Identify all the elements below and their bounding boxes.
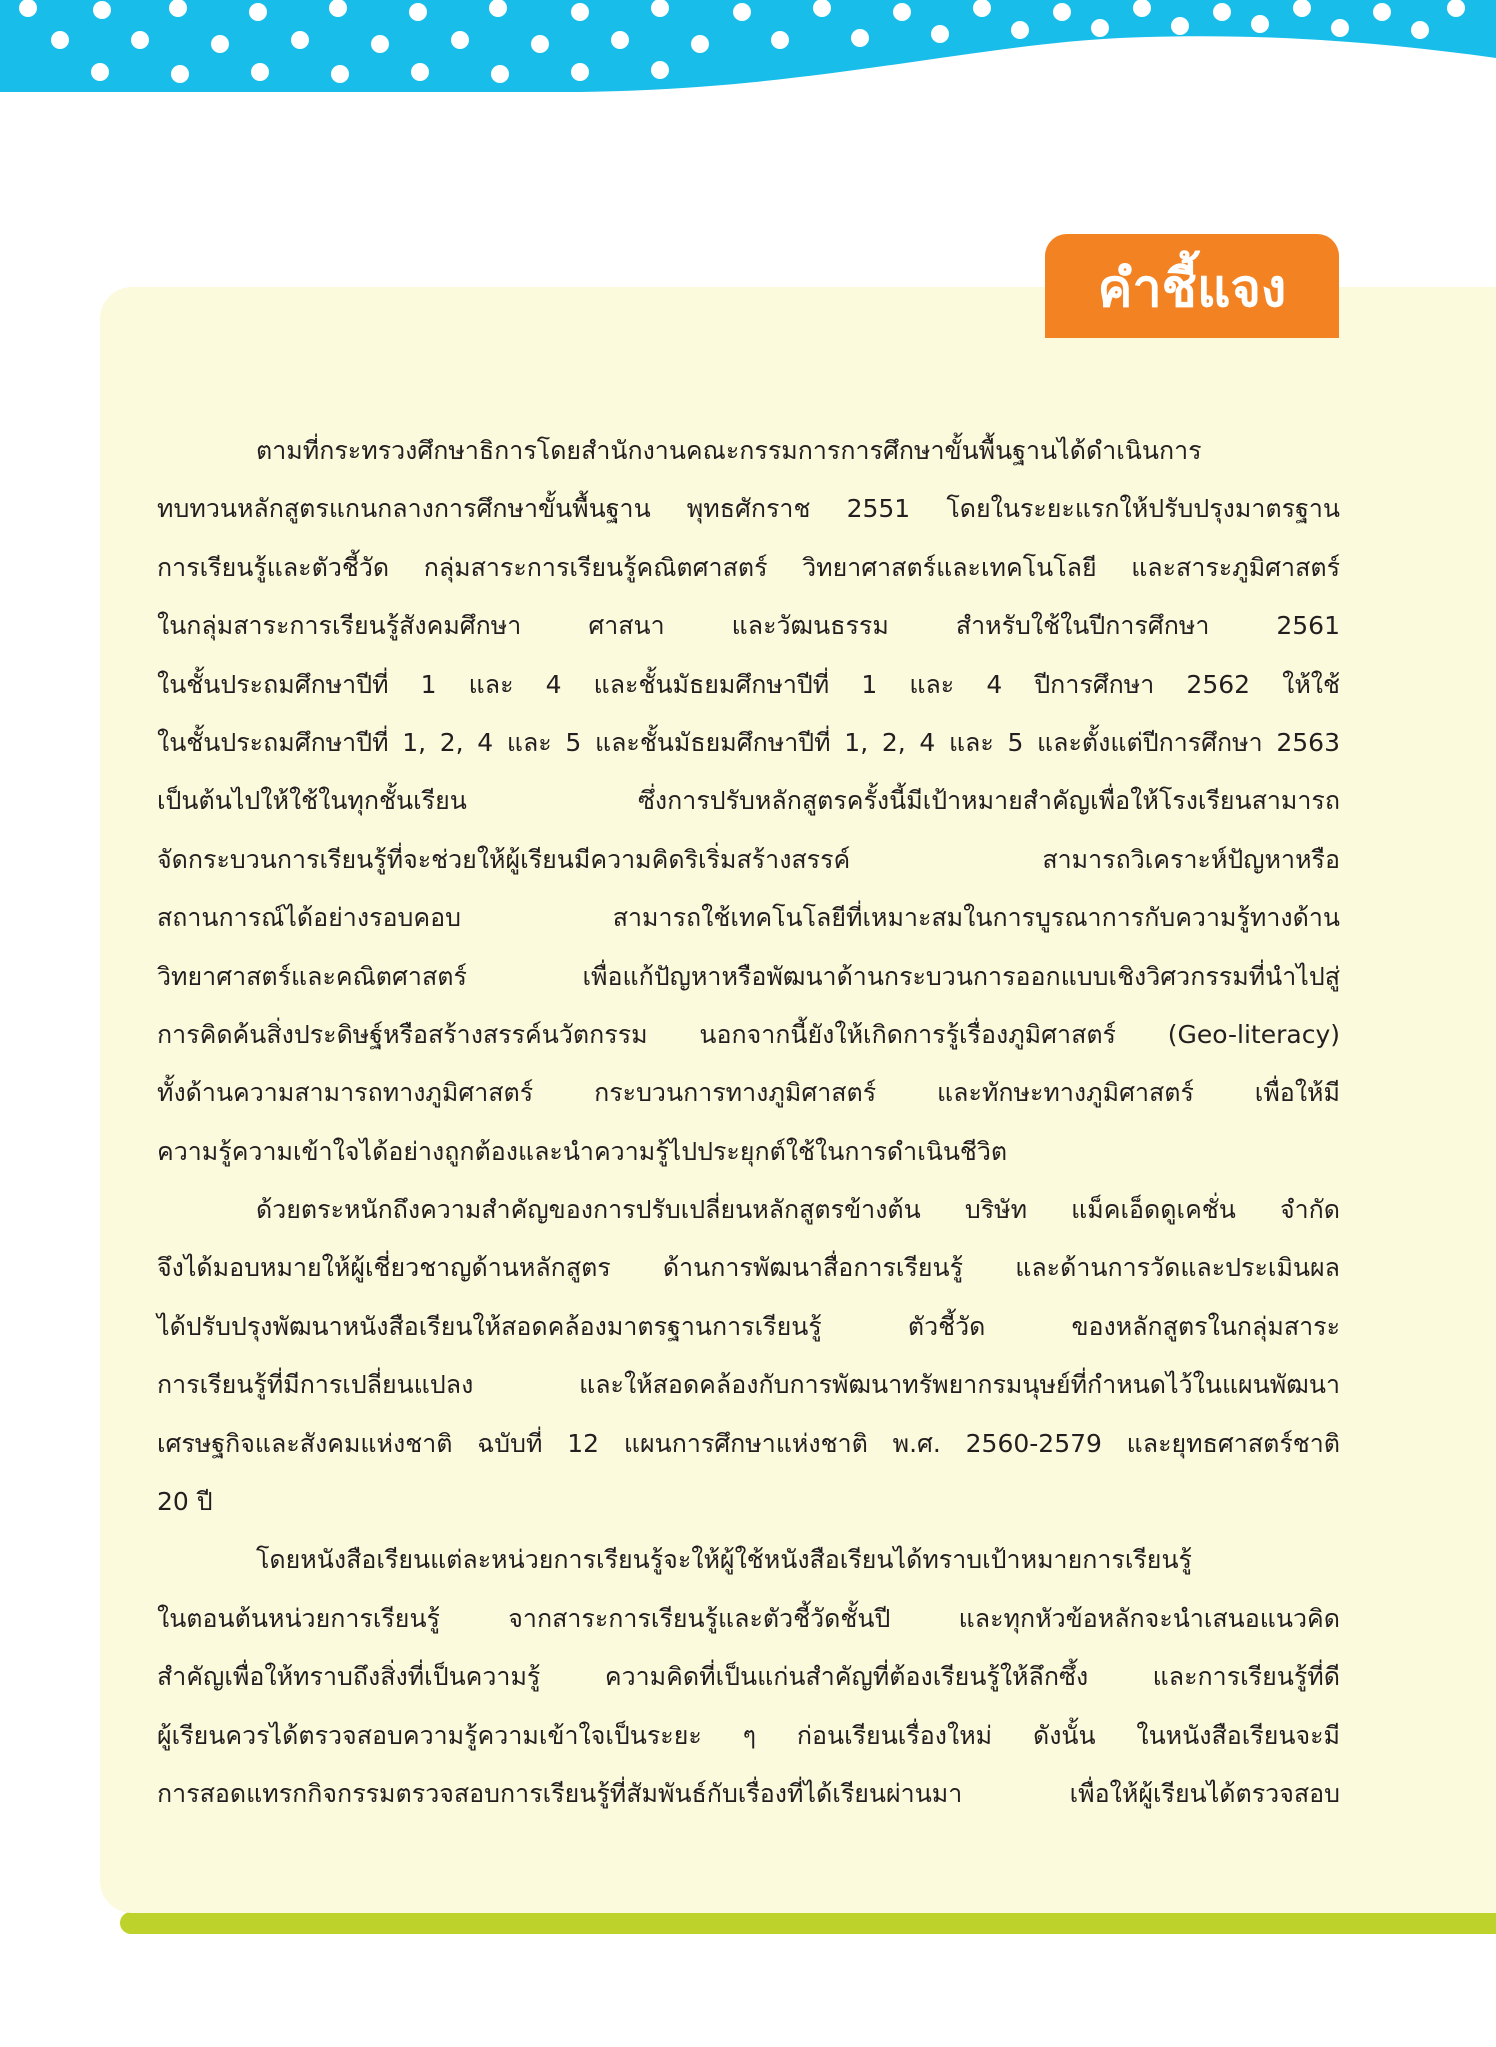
text-line: วิทยาศาสตร์และคณิตศาสตร์ เพื่อแก้ปัญหาหรือพัฒนาด้านกระบวนการออกแบบเชิงวิศวกรรมที่นำไปสู่ — [157, 961, 1340, 991]
text-line: เป็นต้นไปให้ใช้ในทุกชั้นเรียน ซึ่งการปรับหลักสูตรครั้งนี้มีเป้าหมายสำคัญเพื่อให้โรงเรียนสามารถ — [157, 786, 1340, 816]
text-line: ในตอนต้นหน่วยการเรียนรู้ จากสาระการเรียนรู้และตัวชี้วัดชั้นปี และทุกหัวข้อหลักจะนำเสนอแนวคิด — [157, 1603, 1340, 1633]
header-tab — [1045, 234, 1339, 338]
text-line: ตามที่กระทรวงศึกษาธิการโดยสำนักงานคณะกรรมการการศึกษาขั้นพื้นฐานได้ดำเนินการ — [256, 436, 1202, 465]
text-line: ในชั้นประถมศึกษาปีที่ 1, 2, 4 และ 5 และชั้นมัธยมศึกษาปีที่ 1, 2, 4 และ 5 และตั้งแต่ปีการศึกษา 2563 — [157, 727, 1340, 757]
text-line: ทบทวนหลักสูตรแกนกลางการศึกษาขั้นพื้นฐาน พุทธศักราช 2551 โดยในระยะแรกให้ปรับปรุงมาตรฐาน — [157, 494, 1340, 524]
text-line: จึงได้มอบหมายให้ผู้เชี่ยวชาญด้านหลักสูตร ด้านการพัฒนาสื่อการเรียนรู้ และด้านการวัดและประเมินผล — [157, 1253, 1340, 1283]
text-line: โดยหนังสือเรียนแต่ละหน่วยการเรียนรู้จะให้ผู้ใช้หนังสือเรียนได้ทราบเป้าหมายการเรียนรู้ — [256, 1545, 1192, 1575]
banner-graphic — [0, 0, 1496, 100]
text-line: ในกลุ่มสาระการเรียนรู้สังคมศึกษา ศาสนา และวัฒนธรรม สำหรับใช้ในปีการศึกษา 2561 — [157, 611, 1340, 641]
text-line: การสอดแทรกกิจกรรมตรวจสอบการเรียนรู้ที่สัมพันธ์กับเรื่องที่ได้เรียนผ่านมา เพื่อให้ผู้เรียนได้ตรวจสอบ — [157, 1778, 1340, 1808]
paragraph-2 — [157, 1181, 1340, 1531]
text-line: เศรษฐกิจและสังคมแห่งชาติ ฉบับที่ 12 แผนการศึกษาแห่งชาติ พ.ศ. 2560-2579 และยุทธศาสตร์ชาติ — [157, 1428, 1340, 1458]
body-text — [157, 422, 1340, 1823]
text-line: ด้วยตระหนักถึงความสำคัญของการปรับเปลี่ยนหลักสูตรข้างต้น บริษัท แม็คเอ็ดดูเคชั่น จำกัด — [256, 1195, 1340, 1225]
text-line: ความรู้ความเข้าใจได้อย่างถูกต้องและนำความรู้ไปประยุกต์ใช้ในการดำเนินชีวิต — [157, 1136, 1008, 1166]
bottom-accent-strip — [120, 1912, 1496, 1934]
text-line: สถานการณ์ได้อย่างรอบคอบ สามารถใช้เทคโนโลยีที่เหมาะสมในการบูรณาการกับความรู้ทางด้าน — [157, 903, 1340, 933]
page-title: คำชี้แจง — [1097, 259, 1287, 319]
text-line: การเรียนรู้และตัวชี้วัด กลุ่มสาระการเรียนรู้คณิตศาสตร์ วิทยาศาสตร์และเทคโนโลยี และสาระภูมิศาสตร์ — [157, 552, 1340, 582]
text-line: การเรียนรู้ที่มีการเปลี่ยนแปลง และให้สอดคล้องกับการพัฒนาทรัพยากรมนุษย์ที่กำหนดไว้ในแผนพัฒนา — [157, 1370, 1340, 1400]
text-line: การคิดค้นสิ่งประดิษฐ์หรือสร้างสรรค์นวัตกรรม นอกจากนี้ยังให้เกิดการรู้เรื่องภูมิศาสตร์ (Geo-literacy) — [157, 1019, 1340, 1049]
text-line: ในชั้นประถมศึกษาปีที่ 1 และ 4 และชั้นมัธยมศึกษาปีที่ 1 และ 4 ปีการศึกษา 2562 ให้ใช้ — [157, 669, 1340, 699]
text-line: ทั้งด้านความสามารถทางภูมิศาสตร์ กระบวนการทางภูมิศาสตร์ และทักษะทางภูมิศาสตร์ เพื่อให้มี — [157, 1078, 1340, 1108]
text-line: จัดกระบวนการเรียนรู้ที่จะช่วยให้ผู้เรียนมีความคิดริเริ่มสร้างสรรค์ สามารถวิเคราะห์ปัญหาหรือ — [157, 844, 1340, 874]
text-line: ผู้เรียนควรได้ตรวจสอบความรู้ความเข้าใจเป็นระยะ ๆ ก่อนเรียนเรื่องใหม่ ดังนั้น ในหนังสือเรียนจะมี — [157, 1720, 1340, 1750]
paragraph-1 — [157, 422, 1340, 1181]
top-banner — [0, 0, 1496, 100]
text-line: ได้ปรับปรุงพัฒนาหนังสือเรียนให้สอดคล้องมาตรฐานการเรียนรู้ ตัวชี้วัด ของหลักสูตรในกลุ่มสาระ — [157, 1311, 1340, 1341]
text-line: 20 ปี — [157, 1487, 213, 1517]
paragraph-3 — [157, 1531, 1340, 1823]
text-line: สำคัญเพื่อให้ทราบถึงสิ่งที่เป็นความรู้ ความคิดที่เป็นแก่นสำคัญที่ต้องเรียนรู้ให้ลึกซึ้ง และการเรียนรู้ที่ดี — [157, 1662, 1340, 1692]
